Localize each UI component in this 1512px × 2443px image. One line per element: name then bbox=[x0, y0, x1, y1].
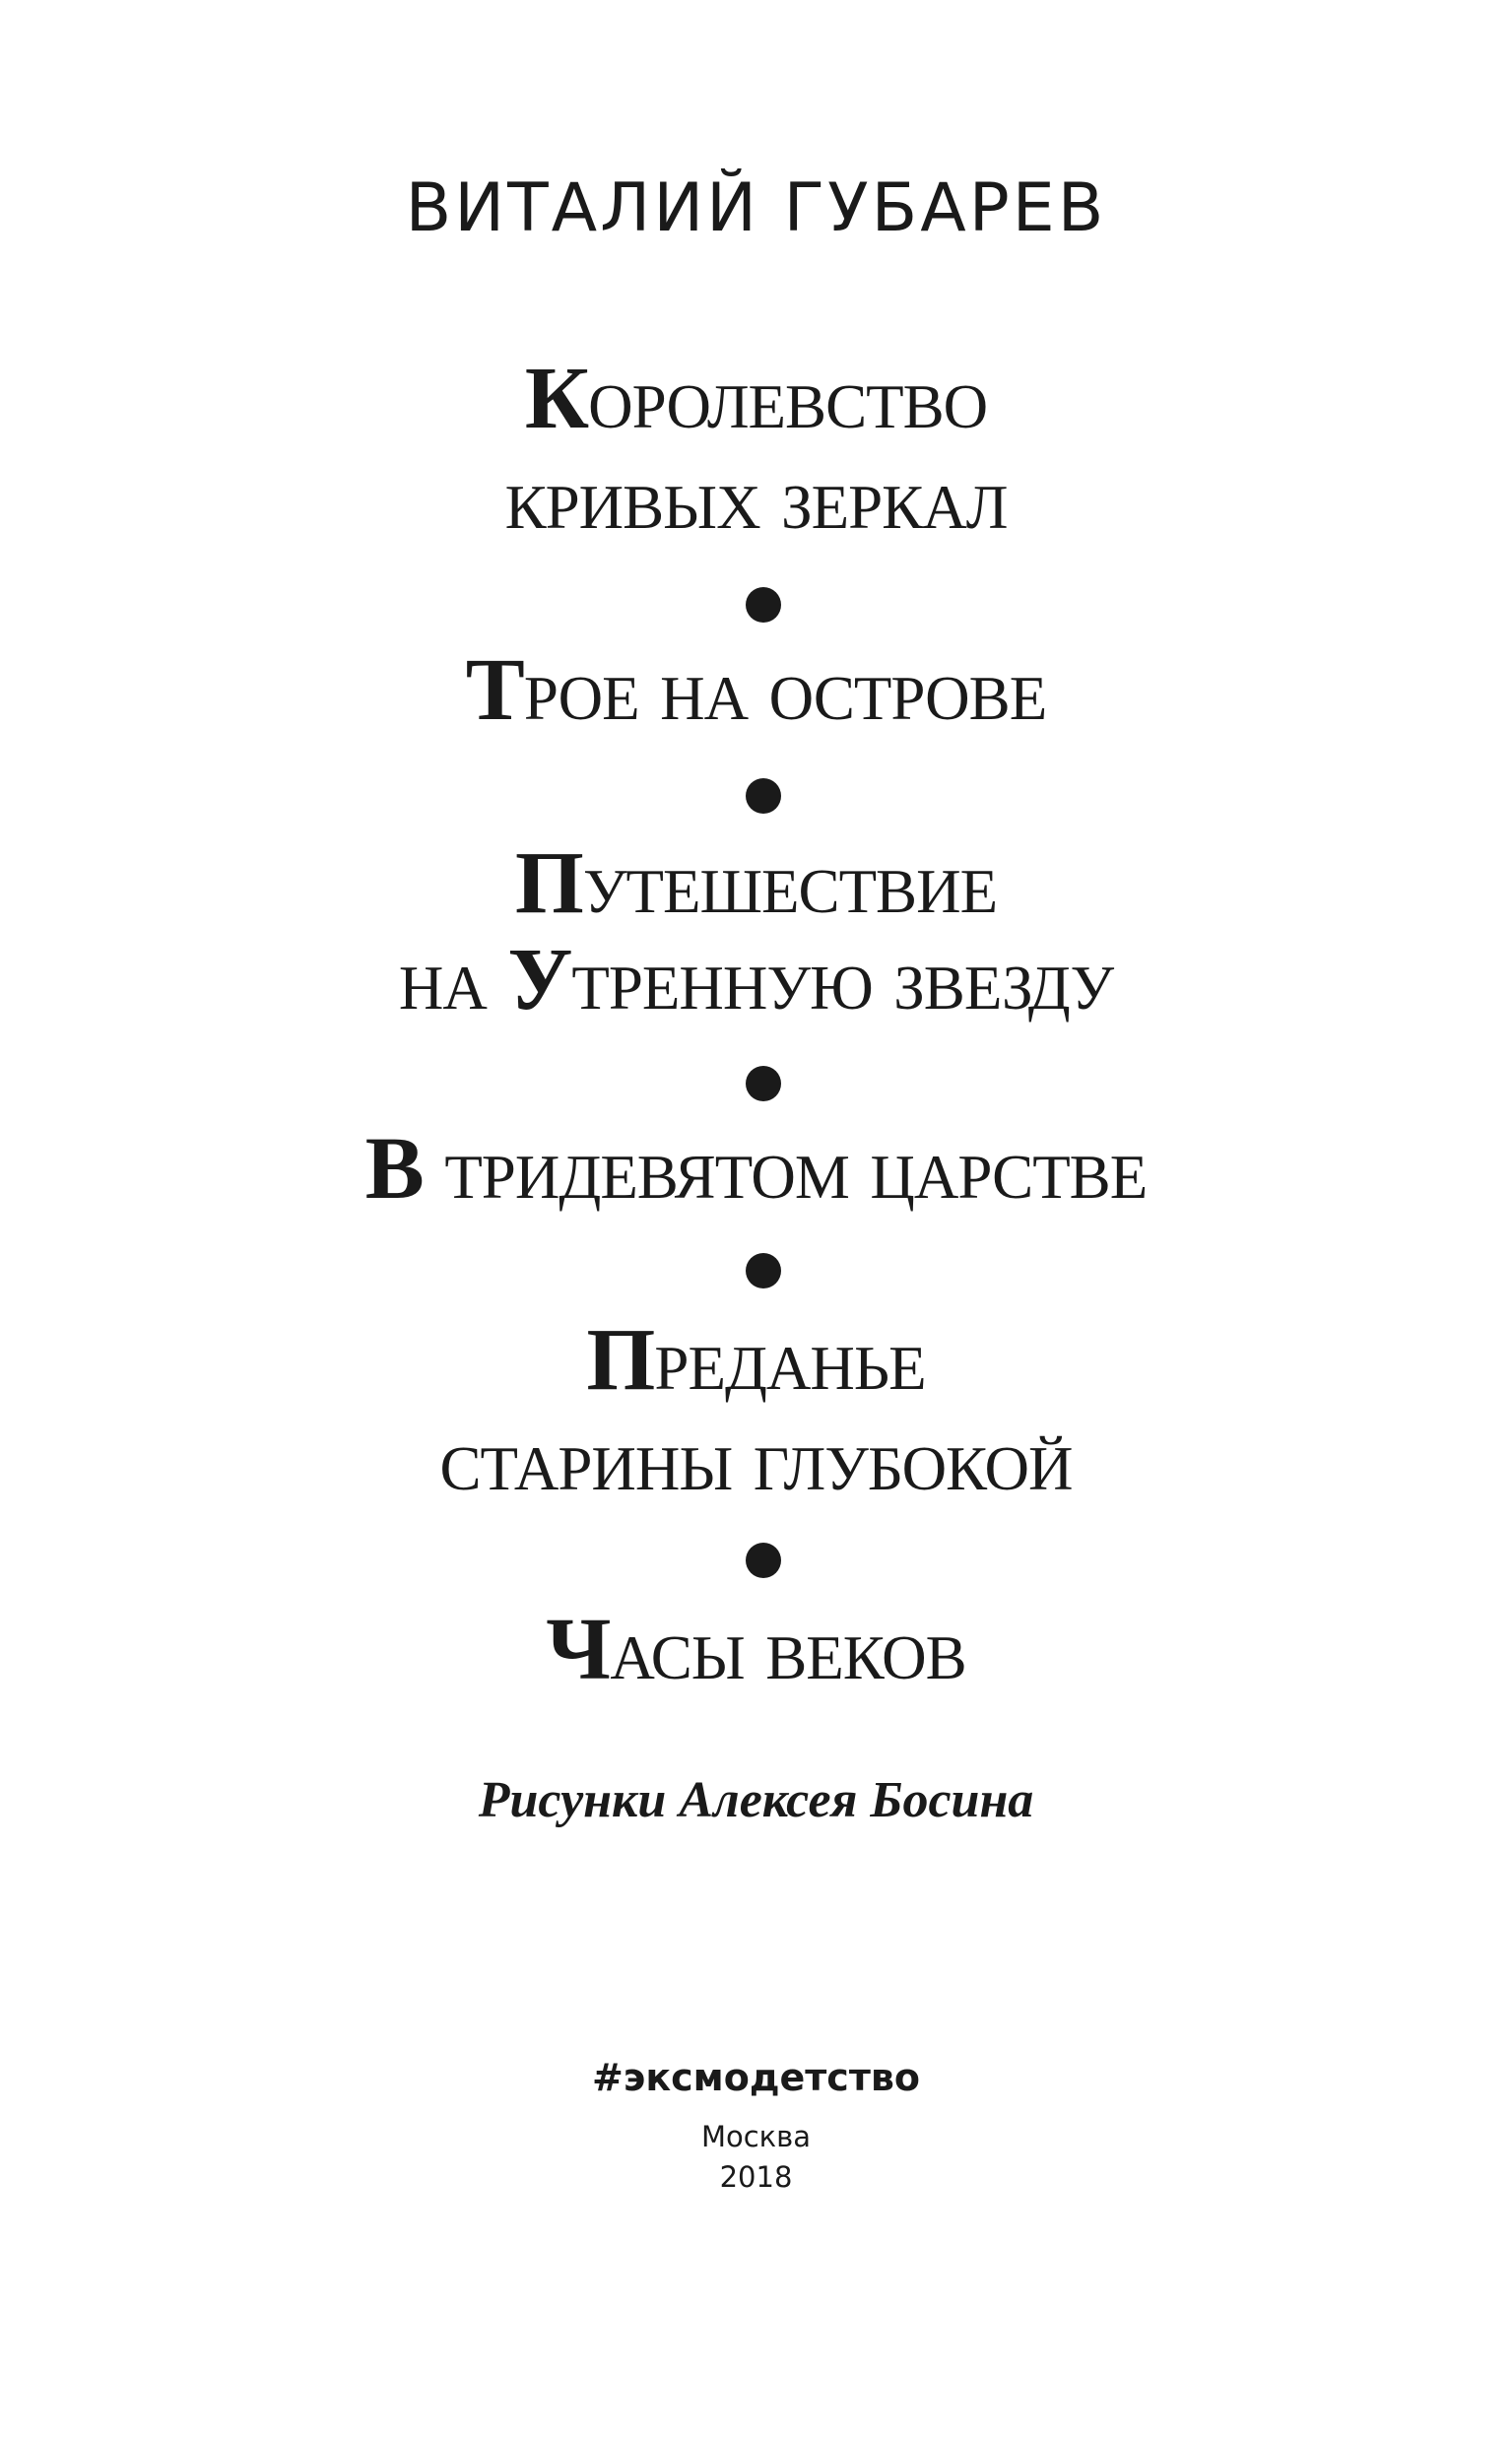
separator-dot bbox=[746, 587, 781, 623]
author-name: ВИТАЛИЙ ГУБАРЕВ bbox=[405, 169, 1107, 247]
title-4-initial: В bbox=[364, 1120, 424, 1218]
title-5-line-1 bbox=[0, 1311, 1512, 1409]
title-3-line-2-initial: У bbox=[507, 931, 572, 1028]
title-6-line-1 bbox=[0, 1601, 1512, 1698]
title-4-rest: тридевятом царстве bbox=[423, 1120, 1148, 1218]
publication-year: 2018 bbox=[719, 2160, 793, 2194]
separator-dot bbox=[746, 1543, 781, 1578]
title-1-line-1 bbox=[0, 350, 1512, 447]
separator-dot bbox=[746, 1253, 781, 1288]
title-1-rest: оролевство bbox=[588, 350, 988, 447]
title-1-initial: К bbox=[524, 350, 589, 447]
title-3-line-1 bbox=[0, 834, 1512, 932]
title-3-line-2 bbox=[0, 931, 1512, 1028]
separator-dot bbox=[746, 1066, 781, 1101]
title-5-line-2: старины глубокой bbox=[439, 1412, 1073, 1509]
title-5-initial: П bbox=[586, 1311, 655, 1409]
title-2-rest: рое на острове bbox=[523, 641, 1047, 739]
publisher-city: Москва bbox=[700, 2120, 812, 2153]
title-4-line-1 bbox=[0, 1120, 1512, 1218]
title-1-line-2: кривых зеркал bbox=[504, 450, 1008, 548]
title-2-line-1 bbox=[0, 641, 1512, 739]
title-3-line-2-pre: на bbox=[398, 931, 508, 1028]
title-3-initial: П bbox=[514, 834, 583, 932]
title-3-line-2-rest: тренную звезду bbox=[571, 931, 1114, 1028]
publisher-brand: #эксмодетство bbox=[591, 2056, 921, 2099]
illustrator-credit: Рисунки Алексея Босина bbox=[478, 1772, 1034, 1828]
separator-dot bbox=[746, 778, 781, 814]
title-5-rest: реданье bbox=[654, 1311, 926, 1409]
title-3-rest: утешествие bbox=[582, 834, 998, 932]
title-2-initial: Т bbox=[465, 641, 524, 739]
title-6-initial: Ч bbox=[546, 1601, 611, 1698]
title-6-rest: асы веков bbox=[610, 1601, 966, 1698]
